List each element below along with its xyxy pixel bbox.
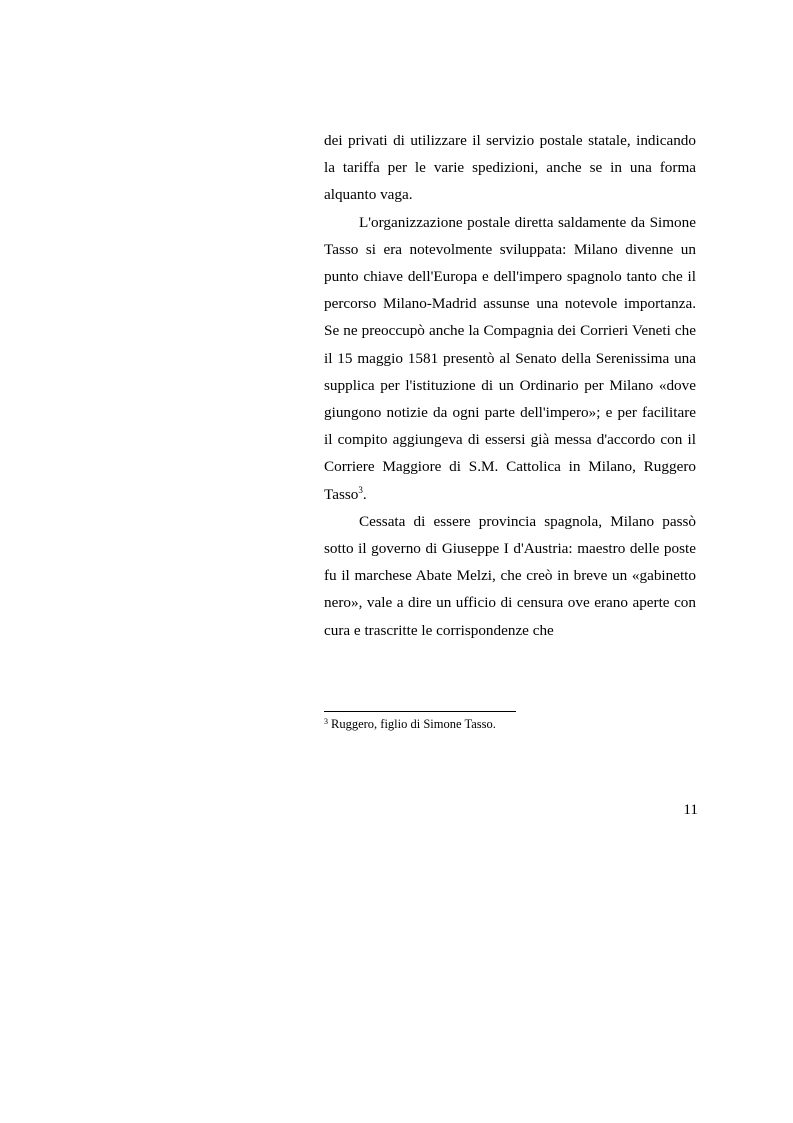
page-number: 11 <box>683 801 698 818</box>
paragraph-2-text: L'organizzazione postale diretta saldamente da Simone Tasso si era notevolmente sviluppata: Milano divenne un punto chiave dell'Europa e dell'impero spagnolo tanto che il percorso Milano-Madrid assunse una notevole importanza. Se ne preoccupò anche la Compagnia dei Corrieri Veneti che il 15 maggio 1581 presentò al Senato della Serenissima una supplica per l'istituzione di un Ordinario per Milano «dove giungono notizie da ogni parte dell'impero»; e per facilitare il compito aggiungeva di essersi già messa d'accordo con il Corriere Maggiore di S.M. Cattolica in Milano, Ruggero Tasso <box>324 213 696 503</box>
body-text <box>324 127 696 644</box>
footnote-mark: 3 <box>324 717 328 726</box>
paragraph-3 <box>324 508 696 644</box>
footnote-separator <box>324 711 516 712</box>
paragraph-3-text: Cessata di essere provincia spagnola, Milano passò sotto il governo di Giuseppe I d'Austria: maestro delle poste fu il marchese Abate Melzi, che creò in breve un «gabinetto nero», vale a dire un ufficio di censura ove erano aperte con cura e trascritte le corrispondenze che <box>324 512 696 639</box>
paragraph-2-tail: . <box>362 485 367 503</box>
footnote-3 <box>324 715 696 733</box>
paragraph-1-text: dei privati di utilizzare il servizio postale statale, indicando la tariffa per le varie spedizioni, anche se in una forma alquanto vaga. <box>324 132 696 204</box>
footnote-text: Ruggero, figlio di Simone Tasso. <box>331 717 496 731</box>
footnote-reference[interactable]: 3 <box>358 484 363 495</box>
paragraph-1 <box>324 127 696 209</box>
paragraph-2 <box>324 209 696 508</box>
